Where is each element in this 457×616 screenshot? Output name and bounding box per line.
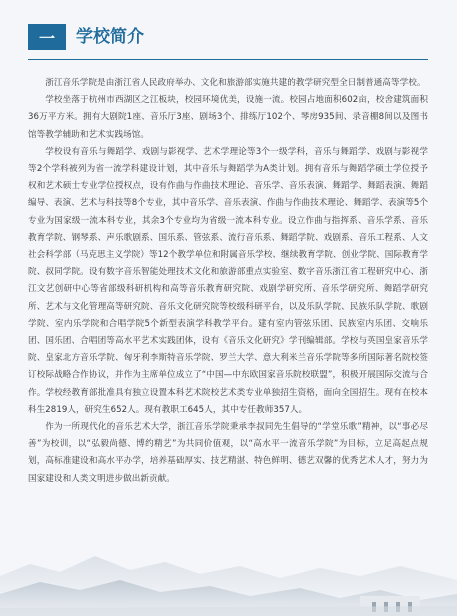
paragraph-disciplines: 学校设有音乐与舞蹈学、戏剧与影视学、艺术学理论等3个一级学科，音乐与舞蹈学、戏剧与影视学等2个学科被列为省一流学科建设计划，其中音乐与舞蹈学为A类计划。拥有音乐与舞蹈学硕士学位授予权和艺术硕士专业学位授权点，设有作曲与作曲技术理论、音乐学、音乐表演、舞蹈学、舞蹈表演、舞蹈编导、表演、艺术与科技等8个专业，其中音乐学、音乐表演、作曲与作曲技术理论、舞蹈学、表演等5个专业为国家级一流本科专业，其余3个专业均为省级一流本科专业。设立作曲与指挥系、音乐学系、音乐教育学院、钢琴系、声乐歌剧系、国乐系、管弦系、流行音乐系、舞蹈学院、戏剧系、音乐工程系、人文社会科学部（马克思主义学院）等12个教学单位和附属音乐学校、继续教育学院、创业学院、国际教育学院、叔同学院。设有数字音乐智能处理技术文化和旅游部重点实验室、数字音乐浙江省工程研究中心、浙江文艺创研中心等省部级科研机构和高等音乐教育研究院、戏剧学研究所、音乐学研究所、舞蹈学研究所、艺术与文化管理高等研究院、音乐文化研究院等校级科研平台，以及乐队学院、民族乐队学院、歌剧学院、室内乐学院和合唱学院5个新型表演学科教学平台。建有室内管弦乐团、民族室内乐团、交响乐团、国乐团、合唱团等高水平艺术实践团体，设有《音乐文化研究》学刊编辑部。学校与英国皇家音乐学院、皇家北方音乐学院、匈牙利李斯特音乐学院、罗兰大学、意大利米兰音乐学院等多所国际著名院校签订校际战略合作协议，并作为主席单位成立了“中国—中东欧国家音乐院校联盟”，积极开展国际交流与合作。学校经教育部批准具有独立设置本科艺术院校艺术类专业单独招生资格，面向全国招生。现有在校本科生2819人，研究生652人。现有教职工645人，其中专任教师357人。: [28, 146, 429, 415]
section-title: 学校简介: [76, 27, 144, 47]
paragraph-intro: 浙江音乐学院是由浙江省人民政府举办、文化和旅游部实施共建的教学研究型全日制普通高等学校。: [45, 78, 426, 88]
header-divider: [28, 59, 428, 60]
body-text: [28, 75, 428, 488]
section-header: [0, 24, 457, 52]
paragraph-mission: 作为一所现代化的音乐艺术大学，浙江音乐学院秉承李叔同先生倡导的“学堂乐歌”精神，以“事必尽善”为校训，以“弘毅尚德、博约精艺”为共同价值观，以“高水平一流音乐学院”为目标，立足高起点规划，高标准建设和高水平办学，培养基础厚实、技艺精湛、特色鲜明、德艺双馨的优秀艺术人才，努力为国家建设和人类文明进步做出新贡献。: [28, 422, 428, 484]
section-number-badge: 一: [28, 24, 66, 50]
mountain-landscape-illustration: [0, 536, 457, 616]
paragraph-campus: 学校坐落于杭州市西湖区之江板块，校园环境优美，设施一流。校园占地面积602亩，校舍建筑面积36万平方米。拥有大剧院1座、音乐厅3座、剧场3个、排练厅102个、琴房935间、录音棚8间以及图书馆等教学辅助和艺术实践场馆。: [28, 95, 428, 140]
